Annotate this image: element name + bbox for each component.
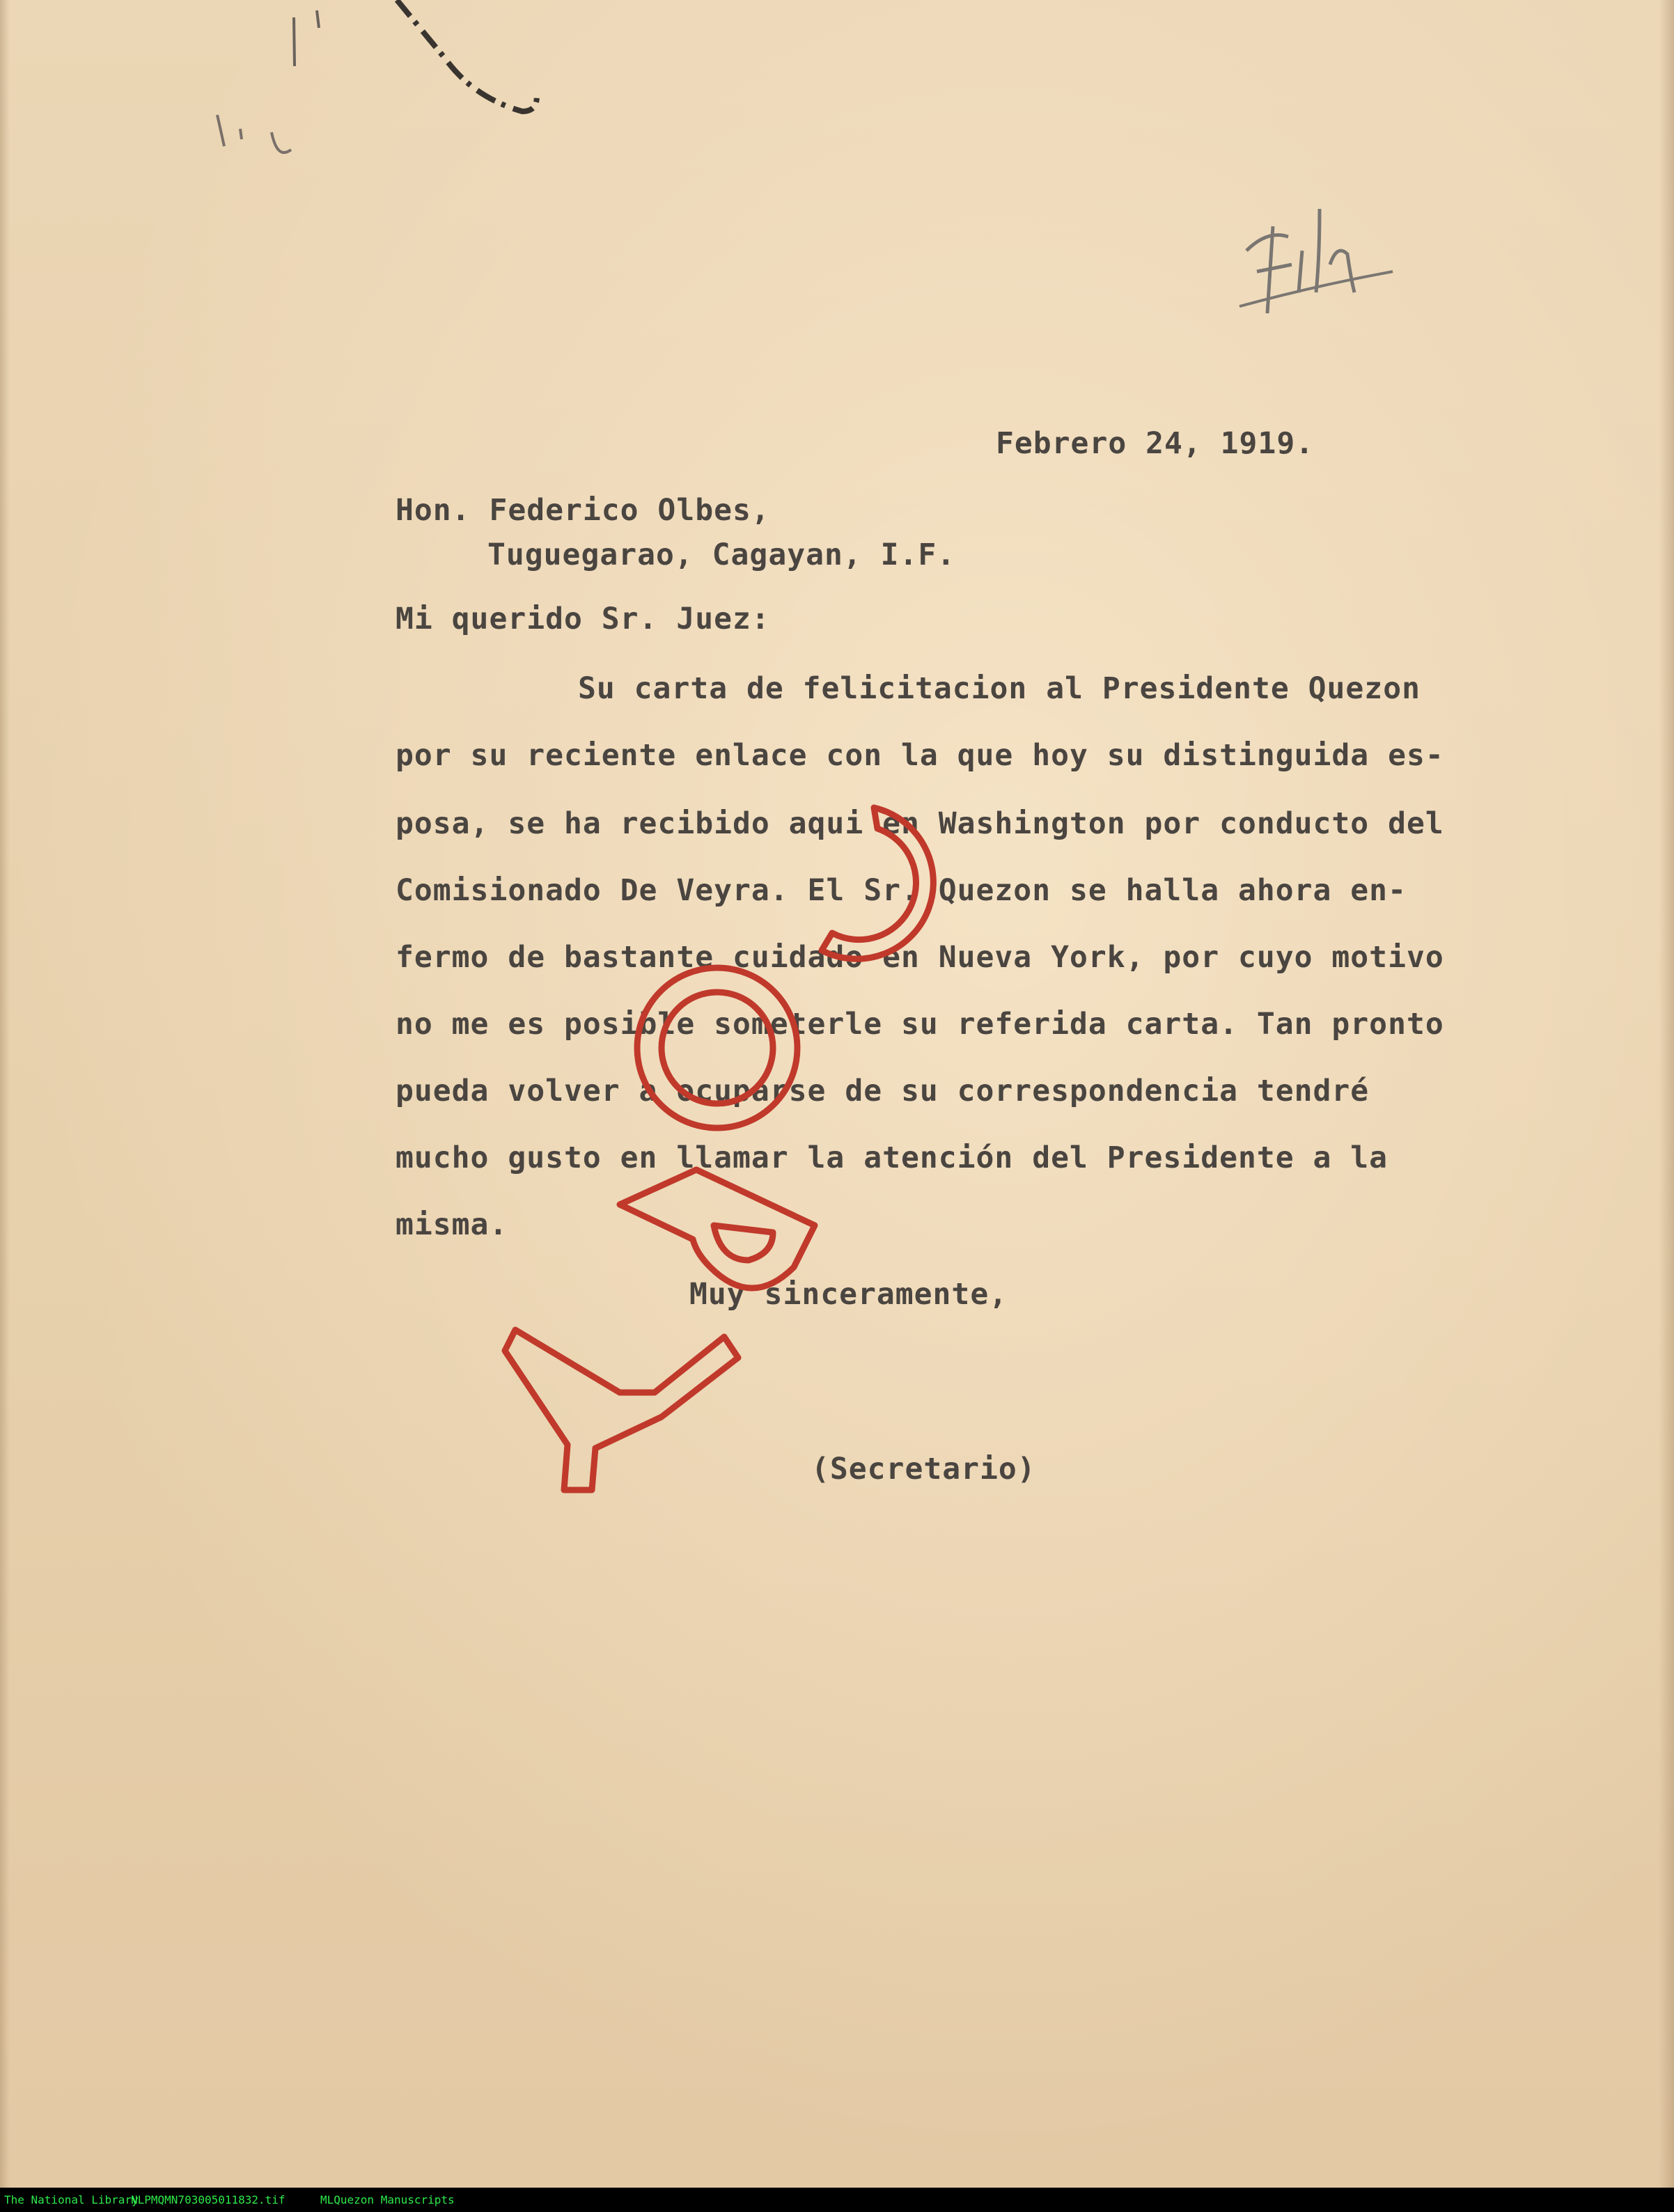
- file-annotation: [1233, 188, 1427, 327]
- body-line: misma.: [396, 1207, 508, 1242]
- footer-collection: MLQuezon Manuscripts: [320, 2193, 455, 2206]
- body-line: fermo de bastante cuidado en Nueva York, por cuyo motivo: [396, 940, 1444, 975]
- footer-library: The National Library: [4, 2193, 139, 2206]
- pencil-marks: [160, 0, 550, 167]
- body-line: Comisionado De Veyra. El Sr. Quezon se halla ahora en-: [396, 873, 1407, 908]
- closing: Muy sinceramente,: [689, 1277, 1008, 1312]
- page-left-edge: [0, 0, 10, 2188]
- salutation: Mi querido Sr. Juez:: [396, 602, 770, 636]
- body-line: posa, se ha recibido aqui en Washington por conducto del: [396, 806, 1444, 841]
- recipient-name: Hon. Federico Olbes,: [396, 493, 770, 528]
- body-line: no me es posible someterle su referida carta. Tan pronto: [396, 1007, 1444, 1042]
- body-line: pueda volver a ocuparse de su correspondencia tendré: [396, 1074, 1370, 1108]
- letter-date: Febrero 24, 1919.: [996, 426, 1315, 461]
- page-right-edge: [1659, 0, 1674, 2188]
- body-line: por su reciente enlace con la que hoy su distinguida es-: [396, 738, 1444, 773]
- copy-stamp: [487, 780, 1031, 1511]
- body-line: mucho gusto en llamar la atención del Presidente a la: [396, 1140, 1389, 1175]
- recipient-address: Tuguegarao, Cagayan, I.F.: [487, 538, 956, 572]
- body-line: Su carta de felicitacion al Presidente Quezon: [578, 671, 1421, 706]
- signature-title: (Secretario): [811, 1452, 1036, 1487]
- footer-file-id: NLPMQMN703005011832.tif: [131, 2193, 285, 2206]
- scan-footer: [0, 2188, 1674, 2212]
